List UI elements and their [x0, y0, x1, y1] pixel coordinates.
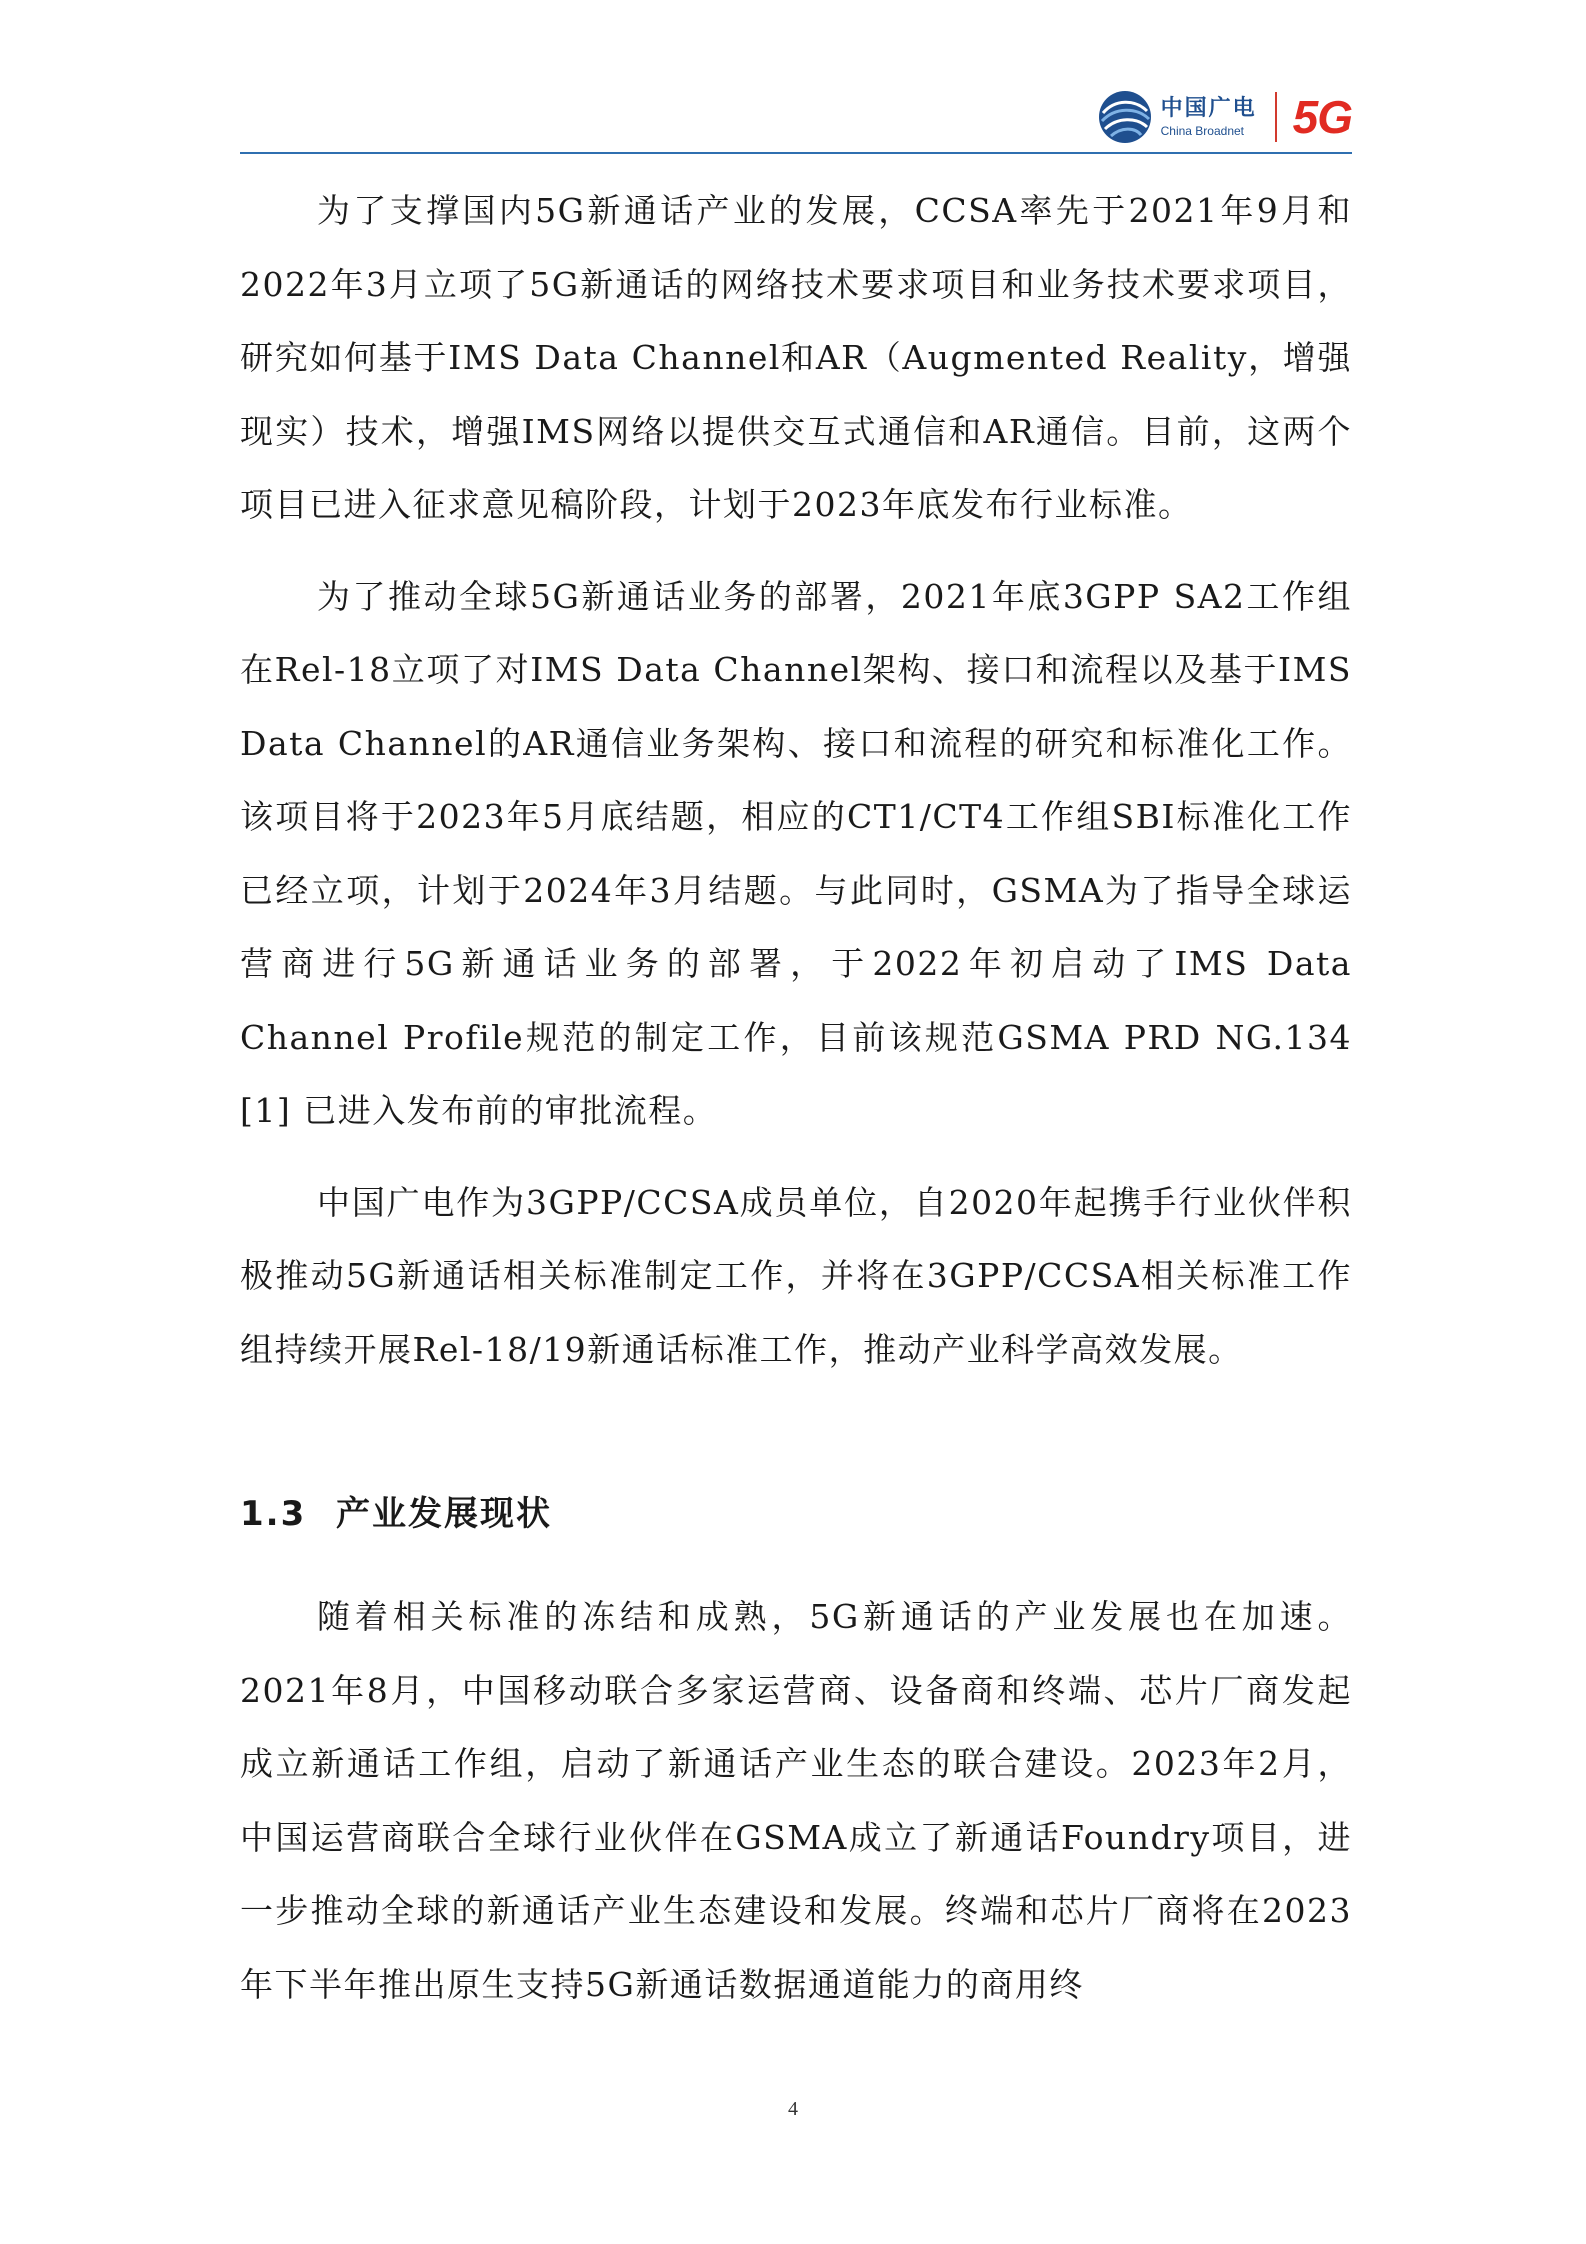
- section-heading: [240, 1489, 1352, 1539]
- paragraph: 随着相关标准的冻结和成熟，5G新通话的产业发展也在加速。2021年8月，中国移动联合多家运营商、设备商和终端、芯片厂商发起成立新通话工作组，启动了新通话产业生态的联合建设。2023年2月，中国运营商联合全球行业伙伴在GSMA成立了新通话Foundry项目，进一步推动全球的新通话产业生态建设和发展。终端和芯片厂商将在2023年下半年推出原生支持5G新通话数据通道能力的商用终: [240, 1597, 1352, 2004]
- page-number: 4: [788, 2098, 798, 2120]
- 5g-logo-text: 5G: [1292, 91, 1352, 143]
- logo-divider: [1275, 92, 1277, 142]
- paragraph: 为了支撑国内5G新通话产业的发展，CCSA率先于2021年9月和2022年3月立项了5G新通话的网络技术要求项目和业务技术要求项目，研究如何基于IMS Data Channel和AR（Augmented Reality，增强现实）技术，增强IMS网络以提供交互式通信和AR通信。目前，这两个项目已进入征求意见稿阶段，计划于2023年底发布行业标准。: [240, 191, 1352, 524]
- globe-logo-icon: [1097, 89, 1153, 145]
- document-body: [240, 174, 1352, 2021]
- paragraph: 为了推动全球5G新通话业务的部署，2021年底3GPP SA2工作组在Rel-18立项了对IMS Data Channel架构、接口和流程以及基于IMS Data Channel的AR通信业务架构、接口和流程的研究和标准化工作。该项目将于2023年5月底结题，相应的CT1/CT4工作组SBI标准化工作已经立项，计划于2024年3月结题。与此同时，GSMA为了指导全球运营商进行5G新通话业务的部署，于2022年初启动了IMS Data Channel Profile规范的制定工作，目前该规范GSMA PRD NG.134 [1] 已进入发布前的审批流程。: [240, 576, 1352, 1130]
- section-title: 产业发展现状: [336, 1494, 552, 1534]
- section-number: 1.3: [240, 1494, 307, 1534]
- brand-name-en: China Broadnet: [1160, 124, 1244, 138]
- brand-name-cn: 中国广电: [1160, 96, 1257, 121]
- 5g-logo: [1293, 92, 1352, 142]
- header-rule: [240, 152, 1352, 154]
- china-broadnet-logo: [1097, 88, 1352, 146]
- page-header: [240, 84, 1352, 154]
- paragraph: 中国广电作为3GPP/CCSA成员单位，自2020年起携手行业伙伴积极推动5G新通话相关标准制定工作，并将在3GPP/CCSA相关标准工作组持续开展Rel-18/19新通话标准工作，推动产业科学高效发展。: [240, 1182, 1352, 1369]
